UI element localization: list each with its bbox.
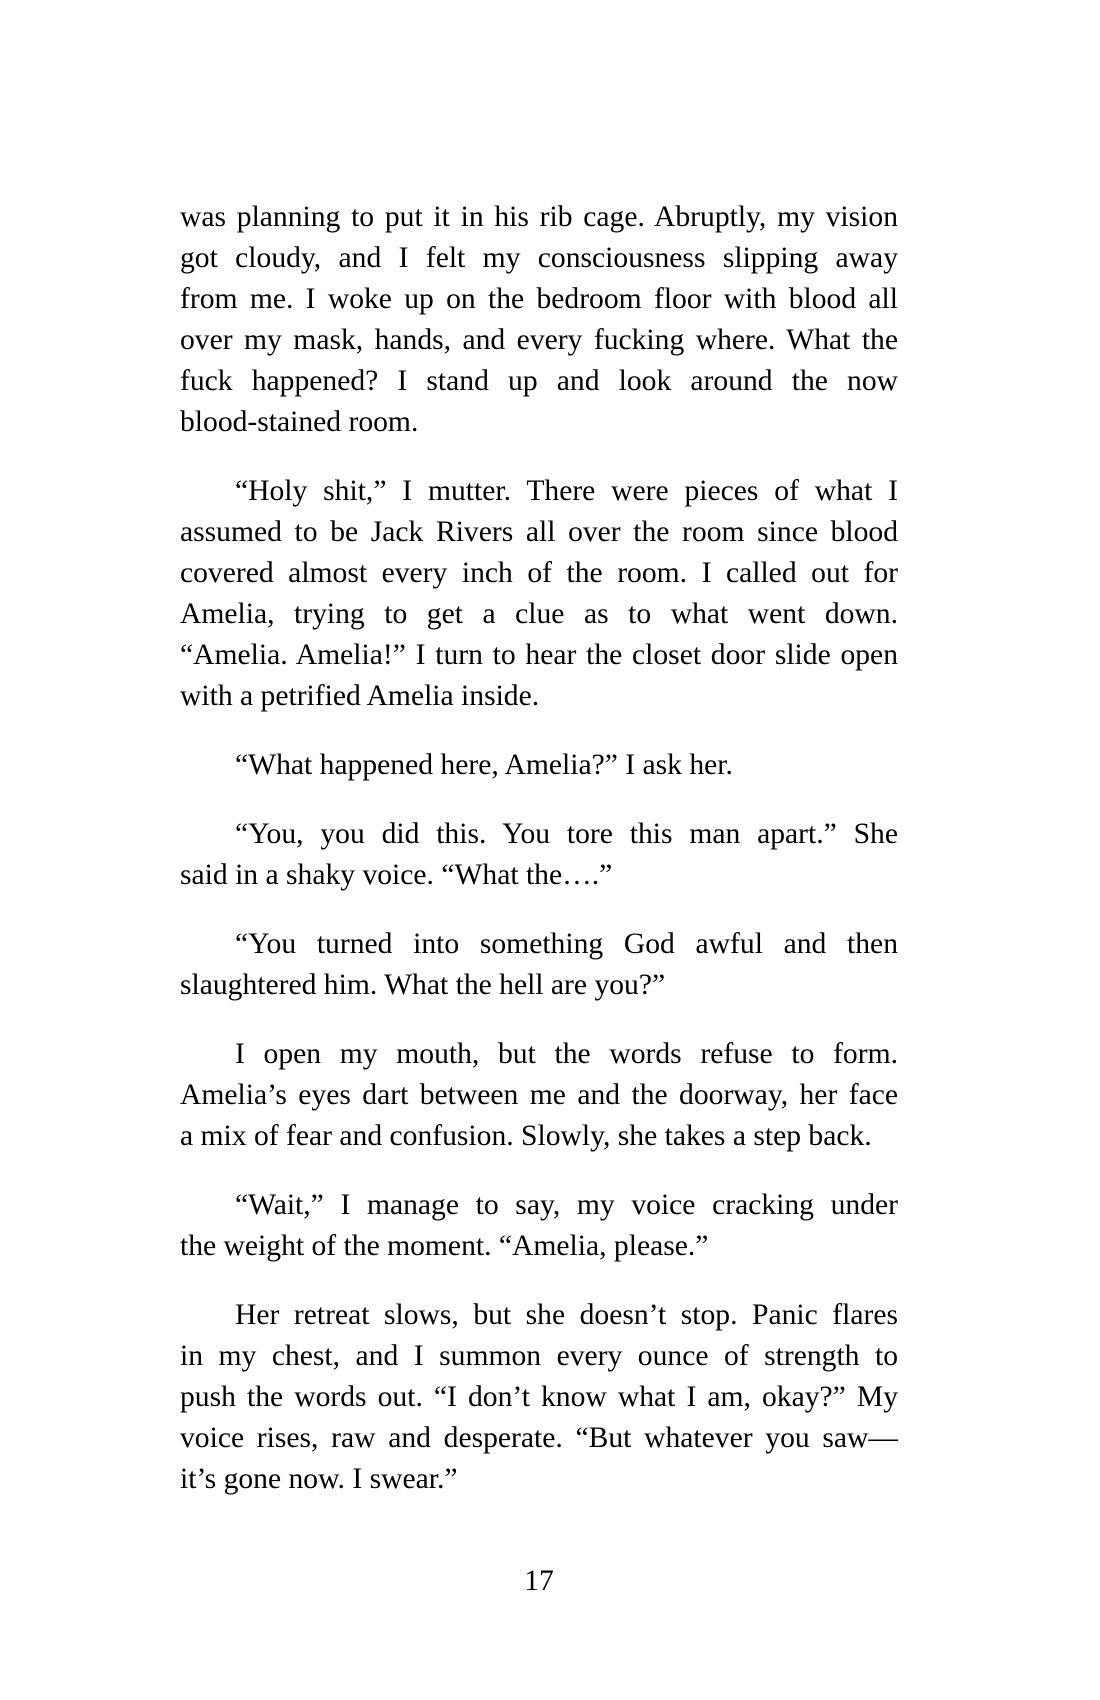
- text-line: Her retreat slows, but she doesn’t stop. Panic flares: [235, 1299, 898, 1331]
- text-line: it’s gone now. I swear.”: [180, 1463, 458, 1495]
- text-line: covered almost every inch of the room. I called out for: [180, 557, 898, 589]
- paragraph: [180, 814, 898, 896]
- text-line: I open my mouth, but the words refuse to form.: [235, 1038, 898, 1070]
- text-line: from me. I woke up on the bedroom floor with blood all: [180, 283, 898, 315]
- text-line: slaughtered him. What the hell are you?”: [180, 969, 666, 1001]
- text-line: “You, you did this. You tore this man apart.” She: [235, 818, 898, 850]
- paragraph: [180, 745, 898, 786]
- text-line: said in a shaky voice. “What the….”: [180, 859, 613, 891]
- text-line: was planning to put it in his rib cage. Abruptly, my vision: [180, 201, 898, 233]
- text-line: in my chest, and I summon every ounce of strength to: [180, 1340, 898, 1372]
- text-line: the weight of the moment. “Amelia, please.”: [180, 1230, 709, 1262]
- text-line: a mix of fear and confusion. Slowly, she takes a step back.: [180, 1120, 872, 1152]
- paragraph: [180, 471, 898, 717]
- paragraph: [180, 197, 898, 443]
- paragraph: [180, 1034, 898, 1157]
- paragraph: [180, 1185, 898, 1267]
- text-line: Amelia, trying to get a clue as to what went down.: [180, 598, 898, 630]
- text-line: over my mask, hands, and every fucking where. What the: [180, 324, 898, 356]
- text-line: “Wait,” I manage to say, my voice cracking under: [235, 1189, 898, 1221]
- paragraph: [180, 1295, 898, 1500]
- text-line: Amelia’s eyes dart between me and the doorway, her face: [180, 1079, 898, 1111]
- text-line: voice rises, raw and desperate. “But whatever you saw—: [180, 1422, 898, 1454]
- text-line: got cloudy, and I felt my consciousness slipping away: [180, 242, 898, 274]
- paragraph: [180, 924, 898, 1006]
- text-line: fuck happened? I stand up and look around the now: [180, 365, 898, 397]
- text-line: “Amelia. Amelia!” I turn to hear the closet door slide open: [180, 639, 898, 671]
- text-line: “Holy shit,” I mutter. There were pieces of what I: [235, 475, 898, 507]
- text-line: push the words out. “I don’t know what I am, okay?” My: [180, 1381, 898, 1413]
- page-body-text: [180, 197, 898, 1528]
- text-line: “What happened here, Amelia?” I ask her.: [235, 749, 733, 781]
- text-line: blood-stained room.: [180, 406, 419, 438]
- text-line: “You turned into something God awful and then: [235, 928, 898, 960]
- text-line: with a petrified Amelia inside.: [180, 680, 540, 712]
- text-line: assumed to be Jack Rivers all over the room since blood: [180, 516, 898, 548]
- page-number: 17: [524, 1565, 554, 1597]
